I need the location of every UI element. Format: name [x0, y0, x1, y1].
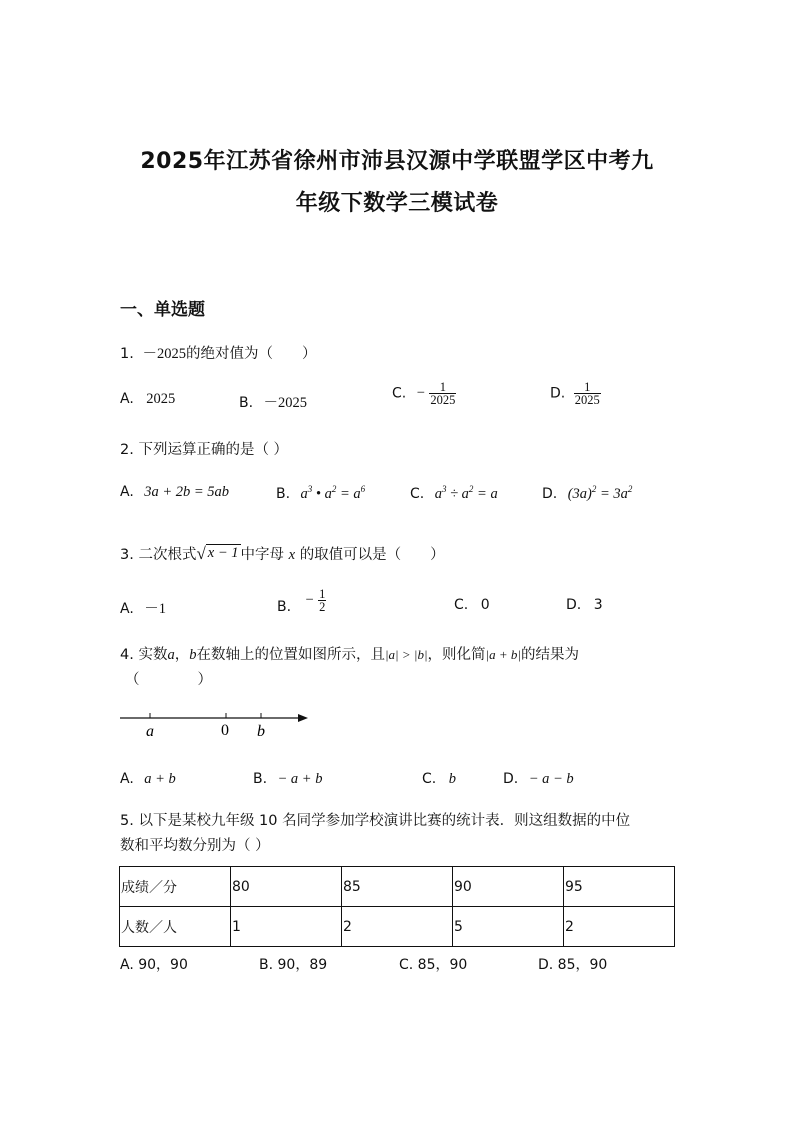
- option-value: − a + b: [277, 771, 323, 787]
- variable: x: [288, 547, 296, 563]
- q1-option-a[interactable]: [120, 391, 175, 408]
- numerator: 1: [584, 380, 591, 394]
- question-text: 的取值可以是（ ）: [299, 547, 445, 563]
- variable: a: [167, 647, 175, 663]
- radicand: x − 1: [207, 545, 239, 561]
- q3-option-d[interactable]: [566, 597, 603, 613]
- table-cell: 85: [342, 867, 453, 907]
- question-text: 3. 二次根式: [120, 547, 197, 563]
- axis-label-b: b: [257, 723, 265, 740]
- question-text: 的结果为: [520, 647, 579, 663]
- option-value: $(3a)^2 = 3a^2$: [567, 484, 633, 502]
- option-label: A.: [120, 484, 134, 500]
- table-cell: 2: [342, 907, 453, 947]
- option-label: C.: [422, 771, 437, 787]
- option-value: 2025: [146, 391, 176, 407]
- fraction: [429, 381, 456, 406]
- question-1: [120, 342, 316, 363]
- denominator: 2: [319, 600, 326, 614]
- option-label: B.: [253, 771, 268, 787]
- table-cell: 成绩／分: [120, 867, 231, 907]
- question-number: 1.: [120, 346, 134, 362]
- option-label: B.: [277, 598, 292, 615]
- q4-option-c[interactable]: [422, 771, 456, 788]
- math-expression: |a + b|: [485, 647, 521, 662]
- q5-option-b[interactable]: B. 90，89: [259, 957, 328, 973]
- denominator: 2025: [574, 393, 600, 407]
- q5-option-d[interactable]: D. 85，90: [538, 957, 608, 973]
- numerator: 1: [319, 587, 326, 601]
- option-label: A.: [120, 601, 134, 617]
- q4-option-a[interactable]: [120, 771, 176, 788]
- punctuation: ，: [174, 647, 190, 663]
- option-label: D.: [550, 385, 566, 402]
- question-text: ，则化简: [427, 647, 486, 663]
- q2-option-c[interactable]: [410, 484, 498, 503]
- arrow-right-icon: [298, 714, 308, 722]
- q5-option-c[interactable]: C. 85，90: [399, 957, 468, 973]
- q1-option-b[interactable]: [239, 391, 307, 412]
- option-value: b: [448, 771, 456, 787]
- question-text: 在数轴上的位置如图所示，且: [196, 647, 385, 663]
- score-table: [119, 866, 675, 947]
- q3-option-a[interactable]: [120, 597, 166, 618]
- q3-option-c[interactable]: [454, 597, 490, 613]
- option-label: B.: [239, 395, 254, 411]
- option-label: A.: [120, 771, 134, 787]
- option-value: 0: [480, 597, 490, 613]
- question-4: [120, 643, 579, 664]
- q4-option-b[interactable]: [253, 771, 322, 788]
- option-value: －1: [144, 601, 166, 617]
- numerator: 1: [439, 380, 446, 394]
- document-title-line1: 2025年江苏省徐州市沛县汉源中学联盟学区中考九: [140, 149, 654, 174]
- denominator: 2025: [430, 393, 456, 407]
- option-label: C.: [410, 486, 425, 502]
- document-title-line2: 年级下数学三模试卷: [295, 191, 499, 216]
- option-label: D.: [503, 771, 519, 787]
- question-3: [120, 543, 445, 564]
- minus-sign: −: [416, 385, 425, 401]
- option-label: C.: [454, 597, 469, 613]
- table-row: [120, 907, 675, 947]
- q2-option-a[interactable]: [120, 484, 229, 501]
- fraction: [318, 588, 326, 613]
- table-cell: 5: [453, 907, 564, 947]
- q2-option-d[interactable]: [542, 484, 632, 503]
- q2-option-b[interactable]: [276, 484, 365, 503]
- math-expression: －2025: [142, 346, 186, 362]
- question-text: 4. 实数: [120, 647, 168, 663]
- option-value: 3: [593, 597, 603, 613]
- axis-label-zero: 0: [221, 722, 229, 739]
- answer-paren: （ ）: [125, 672, 212, 688]
- option-label: A.: [120, 391, 134, 407]
- radical-sign-icon: √: [196, 544, 206, 563]
- variable: b: [189, 647, 197, 663]
- q1-option-c[interactable]: [392, 381, 456, 406]
- table-cell: 1: [231, 907, 342, 947]
- option-label: D.: [542, 486, 558, 502]
- q3-option-b[interactable]: [277, 588, 326, 613]
- option-value: a + b: [144, 771, 176, 787]
- option-value: －2025: [263, 395, 308, 411]
- table-cell: 2: [564, 907, 675, 947]
- minus-sign: −: [305, 592, 314, 608]
- question-text: 的绝对值为（ ）: [185, 346, 317, 362]
- question-text: 中字母: [240, 547, 285, 563]
- question-5-line1: 5. 以下是某校九年级 10 名同学参加学校演讲比赛的统计表．则这组数据的中位: [120, 813, 631, 829]
- math-expression: |a| > |b|: [384, 647, 428, 662]
- option-label: B.: [276, 486, 291, 502]
- question-5-line2: 数和平均数分别为（ ）: [120, 838, 270, 854]
- q1-option-d[interactable]: [550, 381, 601, 406]
- table-row: [120, 867, 675, 907]
- axis-label-a: a: [146, 723, 154, 740]
- option-label: C.: [392, 385, 407, 402]
- option-value: 3a + 2b = 5ab: [144, 484, 230, 500]
- option-value: $a^3$ • $a^2 = a^6$: [300, 484, 366, 502]
- section-heading: 一、单选题: [120, 300, 205, 320]
- option-value: − a − b: [528, 771, 574, 787]
- number-line-diagram: [118, 700, 318, 745]
- table-cell: 80: [231, 867, 342, 907]
- option-label: D.: [566, 597, 582, 613]
- table-cell: 90: [453, 867, 564, 907]
- table-cell: 95: [564, 867, 675, 907]
- fraction: [574, 381, 601, 406]
- q5-option-a[interactable]: A. 90，90: [120, 957, 188, 973]
- q4-option-d[interactable]: [503, 771, 574, 788]
- question-2: 2. 下列运算正确的是（ ）: [120, 442, 289, 458]
- option-value: $a^3 \div a^2 = a$: [434, 484, 498, 502]
- table-cell: 人数／人: [120, 907, 231, 947]
